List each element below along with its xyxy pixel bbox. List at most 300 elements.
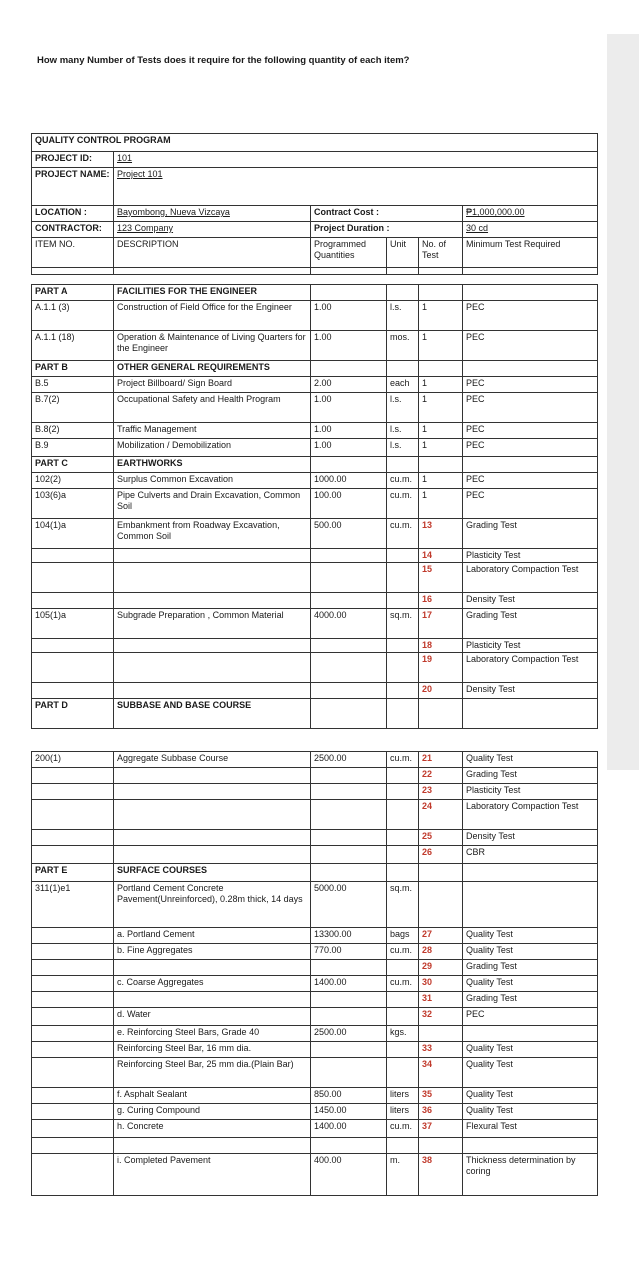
cell-tests: 13 bbox=[419, 519, 463, 549]
cell-qty: 1.00 bbox=[311, 301, 387, 331]
cell-unit bbox=[387, 699, 419, 729]
table-row bbox=[32, 549, 598, 563]
cell-tests: 18 bbox=[419, 639, 463, 653]
cell-desc bbox=[114, 549, 311, 563]
cell-tests: 33 bbox=[419, 1042, 463, 1058]
cell-tests: 37 bbox=[419, 1120, 463, 1138]
contract-cost-label: Contract Cost : bbox=[311, 206, 463, 222]
cell-unit: each bbox=[387, 377, 419, 393]
contractor-value: 123 Company bbox=[114, 222, 311, 238]
col-req-header: Minimum Test Required bbox=[463, 238, 598, 268]
cell-qty bbox=[311, 1138, 387, 1154]
table-row bbox=[32, 928, 598, 944]
cell-qty: 4000.00 bbox=[311, 609, 387, 639]
cell-req: Grading Test bbox=[463, 609, 598, 639]
cell-qty bbox=[311, 639, 387, 653]
items-body-1 bbox=[32, 285, 598, 729]
cell-desc bbox=[114, 593, 311, 609]
items-table-2 bbox=[31, 751, 598, 1196]
table-row bbox=[32, 563, 598, 593]
cell-req: Quality Test bbox=[463, 928, 598, 944]
cell-item bbox=[32, 653, 114, 683]
cell-tests: 1 bbox=[419, 423, 463, 439]
cell-desc: Portland Cement Concrete Pavement(Unreinforced), 0.28m thick, 14 days bbox=[114, 882, 311, 928]
cell-unit: m. bbox=[387, 1154, 419, 1196]
cell-item: B.5 bbox=[32, 377, 114, 393]
cell-tests: 1 bbox=[419, 393, 463, 423]
cell-item: PART B bbox=[32, 361, 114, 377]
cell-desc bbox=[114, 563, 311, 593]
cell-unit: liters bbox=[387, 1104, 419, 1120]
cell-qty: 850.00 bbox=[311, 1088, 387, 1104]
cell-item: 105(1)a bbox=[32, 609, 114, 639]
cell-tests: 1 bbox=[419, 439, 463, 457]
cell-unit bbox=[387, 639, 419, 653]
cell-item bbox=[32, 944, 114, 960]
cell-req: PEC bbox=[463, 331, 598, 361]
cell-req bbox=[463, 285, 598, 301]
part-row bbox=[32, 457, 598, 473]
table-row bbox=[32, 944, 598, 960]
cell-qty bbox=[311, 768, 387, 784]
cell-qty: 500.00 bbox=[311, 519, 387, 549]
cell-req: Quality Test bbox=[463, 976, 598, 992]
duration-value: 30 cd bbox=[463, 222, 598, 238]
cell-item bbox=[32, 976, 114, 992]
cell-qty: 770.00 bbox=[311, 944, 387, 960]
cell-qty bbox=[311, 563, 387, 593]
cell-tests: 29 bbox=[419, 960, 463, 976]
cell-tests: 25 bbox=[419, 830, 463, 846]
cell-req: Grading Test bbox=[463, 960, 598, 976]
cell-qty: 1400.00 bbox=[311, 1120, 387, 1138]
table-row bbox=[32, 393, 598, 423]
cell-unit bbox=[387, 563, 419, 593]
cell-tests bbox=[419, 699, 463, 729]
cell-tests: 16 bbox=[419, 593, 463, 609]
cell-item: PART A bbox=[32, 285, 114, 301]
cell-req bbox=[463, 457, 598, 473]
cell-desc bbox=[114, 1138, 311, 1154]
cell-unit: mos. bbox=[387, 331, 419, 361]
table-row bbox=[32, 1120, 598, 1138]
cell-tests: 28 bbox=[419, 944, 463, 960]
cell-desc: g. Curing Compound bbox=[114, 1104, 311, 1120]
cell-unit bbox=[387, 549, 419, 563]
cell-item bbox=[32, 928, 114, 944]
cell-item: PART D bbox=[32, 699, 114, 729]
cell-req: PEC bbox=[463, 423, 598, 439]
cell-unit bbox=[387, 830, 419, 846]
table-row bbox=[32, 301, 598, 331]
cell-unit bbox=[387, 361, 419, 377]
table-row bbox=[32, 653, 598, 683]
col-item-header: ITEM NO. bbox=[32, 238, 114, 268]
cell-qty bbox=[311, 864, 387, 882]
cell-req: Quality Test bbox=[463, 1088, 598, 1104]
cell-tests bbox=[419, 361, 463, 377]
cell-unit bbox=[387, 846, 419, 864]
col-unit-header: Unit bbox=[387, 238, 419, 268]
cell-item bbox=[32, 1088, 114, 1104]
cell-item: 200(1) bbox=[32, 752, 114, 768]
part-row bbox=[32, 285, 598, 301]
cell-desc: Pipe Culverts and Drain Excavation, Common Soil bbox=[114, 489, 311, 519]
cell-req: Grading Test bbox=[463, 519, 598, 549]
cell-desc: c. Coarse Aggregates bbox=[114, 976, 311, 992]
cell-req: Laboratory Compaction Test bbox=[463, 563, 598, 593]
cell-req: Thickness determination by coring bbox=[463, 1154, 598, 1196]
cell-desc bbox=[114, 784, 311, 800]
cell-desc bbox=[114, 768, 311, 784]
cell-req bbox=[463, 1026, 598, 1042]
table-row bbox=[32, 976, 598, 992]
cell-item bbox=[32, 1058, 114, 1088]
cell-item: B.9 bbox=[32, 439, 114, 457]
cell-tests: 38 bbox=[419, 1154, 463, 1196]
cell-req: Plasticity Test bbox=[463, 549, 598, 563]
cell-req: Quality Test bbox=[463, 752, 598, 768]
project-id-value: 101 bbox=[114, 152, 598, 168]
cell-desc bbox=[114, 653, 311, 683]
cell-unit bbox=[387, 1042, 419, 1058]
cell-unit bbox=[387, 768, 419, 784]
cell-unit bbox=[387, 593, 419, 609]
cell-tests: 26 bbox=[419, 846, 463, 864]
cell-qty: 400.00 bbox=[311, 1154, 387, 1196]
cell-unit: cu.m. bbox=[387, 473, 419, 489]
table-row bbox=[32, 830, 598, 846]
cell-req: PEC bbox=[463, 301, 598, 331]
table-row bbox=[32, 1058, 598, 1088]
cell-unit bbox=[387, 864, 419, 882]
table-row bbox=[32, 882, 598, 928]
cell-unit bbox=[387, 285, 419, 301]
table-row bbox=[32, 519, 598, 549]
cell-req bbox=[463, 864, 598, 882]
cell-item bbox=[32, 549, 114, 563]
cell-item bbox=[32, 683, 114, 699]
cell-item: 102(2) bbox=[32, 473, 114, 489]
cell-item bbox=[32, 593, 114, 609]
cell-unit: cu.m. bbox=[387, 1120, 419, 1138]
cell-req: Quality Test bbox=[463, 1104, 598, 1120]
cell-tests: 14 bbox=[419, 549, 463, 563]
cell-tests: 15 bbox=[419, 563, 463, 593]
cell-desc: Embankment from Roadway Excavation, Common Soil bbox=[114, 519, 311, 549]
cell-desc: EARTHWORKS bbox=[114, 457, 311, 473]
cell-desc: e. Reinforcing Steel Bars, Grade 40 bbox=[114, 1026, 311, 1042]
cell-unit: cu.m. bbox=[387, 976, 419, 992]
cell-item bbox=[32, 960, 114, 976]
cell-desc bbox=[114, 639, 311, 653]
cell-req: Laboratory Compaction Test bbox=[463, 653, 598, 683]
cell-item bbox=[32, 846, 114, 864]
cell-qty bbox=[311, 683, 387, 699]
cell-item bbox=[32, 830, 114, 846]
cell-tests: 32 bbox=[419, 1008, 463, 1026]
cell-desc: Construction of Field Office for the Engineer bbox=[114, 301, 311, 331]
table-row bbox=[32, 784, 598, 800]
col-tests-header: No. of Test bbox=[419, 238, 463, 268]
cell-req bbox=[463, 699, 598, 729]
cell-req bbox=[463, 882, 598, 928]
cell-qty bbox=[311, 285, 387, 301]
cell-unit bbox=[387, 1008, 419, 1026]
cell-qty bbox=[311, 784, 387, 800]
cell-item bbox=[32, 1154, 114, 1196]
cell-desc bbox=[114, 992, 311, 1008]
cell-qty: 13300.00 bbox=[311, 928, 387, 944]
table-row bbox=[32, 1104, 598, 1120]
cell-qty: 1000.00 bbox=[311, 473, 387, 489]
cell-tests: 1 bbox=[419, 473, 463, 489]
cell-tests bbox=[419, 457, 463, 473]
cell-item: A.1.1 (18) bbox=[32, 331, 114, 361]
cell-desc: Reinforcing Steel Bar, 16 mm dia. bbox=[114, 1042, 311, 1058]
part-row bbox=[32, 699, 598, 729]
cell-item bbox=[32, 1104, 114, 1120]
cell-req: Density Test bbox=[463, 683, 598, 699]
cell-unit: cu.m. bbox=[387, 944, 419, 960]
table-row bbox=[32, 1008, 598, 1026]
cell-tests: 17 bbox=[419, 609, 463, 639]
cell-qty bbox=[311, 800, 387, 830]
part-row bbox=[32, 864, 598, 882]
cell-desc: f. Asphalt Sealant bbox=[114, 1088, 311, 1104]
scrollbar[interactable] bbox=[607, 34, 639, 770]
cell-unit bbox=[387, 653, 419, 683]
cell-desc bbox=[114, 830, 311, 846]
cell-tests bbox=[419, 882, 463, 928]
cell-unit bbox=[387, 683, 419, 699]
cell-unit bbox=[387, 800, 419, 830]
items-body-2 bbox=[32, 752, 598, 1196]
cell-desc bbox=[114, 846, 311, 864]
cell-unit: bags bbox=[387, 928, 419, 944]
cell-req: Grading Test bbox=[463, 768, 598, 784]
project-id-label: PROJECT ID: bbox=[32, 152, 114, 168]
cell-req: Laboratory Compaction Test bbox=[463, 800, 598, 830]
cell-item bbox=[32, 1120, 114, 1138]
cell-unit: sq.m. bbox=[387, 609, 419, 639]
cell-item: B.7(2) bbox=[32, 393, 114, 423]
cell-item bbox=[32, 639, 114, 653]
cell-item: 104(1)a bbox=[32, 519, 114, 549]
cell-tests bbox=[419, 285, 463, 301]
cell-unit: cu.m. bbox=[387, 519, 419, 549]
cell-qty bbox=[311, 361, 387, 377]
cell-unit bbox=[387, 457, 419, 473]
cell-desc: Traffic Management bbox=[114, 423, 311, 439]
cell-unit bbox=[387, 1138, 419, 1154]
location-value: Bayombong, Nueva Vizcaya bbox=[114, 206, 311, 222]
table-row bbox=[32, 1154, 598, 1196]
cell-item bbox=[32, 768, 114, 784]
cell-unit: l.s. bbox=[387, 423, 419, 439]
cell-tests: 20 bbox=[419, 683, 463, 699]
cell-desc: Subgrade Preparation , Common Material bbox=[114, 609, 311, 639]
cell-qty bbox=[311, 1042, 387, 1058]
cell-req: CBR bbox=[463, 846, 598, 864]
cell-unit: kgs. bbox=[387, 1026, 419, 1042]
cell-desc: Aggregate Subbase Course bbox=[114, 752, 311, 768]
table-row bbox=[32, 1026, 598, 1042]
cell-tests: 36 bbox=[419, 1104, 463, 1120]
table-row bbox=[32, 992, 598, 1008]
cell-req: Density Test bbox=[463, 830, 598, 846]
cell-desc: b. Fine Aggregates bbox=[114, 944, 311, 960]
table-row bbox=[32, 331, 598, 361]
cell-desc: d. Water bbox=[114, 1008, 311, 1026]
cell-item: 103(6)a bbox=[32, 489, 114, 519]
cell-unit bbox=[387, 1058, 419, 1088]
cell-desc: Reinforcing Steel Bar, 25 mm dia.(Plain Bar) bbox=[114, 1058, 311, 1088]
cell-desc bbox=[114, 960, 311, 976]
table-row bbox=[32, 377, 598, 393]
cell-desc: Occupational Safety and Health Program bbox=[114, 393, 311, 423]
cell-tests: 34 bbox=[419, 1058, 463, 1088]
cell-item bbox=[32, 1026, 114, 1042]
cell-tests: 19 bbox=[419, 653, 463, 683]
cell-qty: 2500.00 bbox=[311, 1026, 387, 1042]
cell-unit: cu.m. bbox=[387, 752, 419, 768]
cell-unit: sq.m. bbox=[387, 882, 419, 928]
cell-item bbox=[32, 800, 114, 830]
question-text: How many Number of Tests does it require for the following quantity of each item? bbox=[37, 55, 410, 66]
cell-item: B.8(2) bbox=[32, 423, 114, 439]
cell-item: A.1.1 (3) bbox=[32, 301, 114, 331]
cell-unit bbox=[387, 784, 419, 800]
table-row bbox=[32, 683, 598, 699]
cell-unit: l.s. bbox=[387, 439, 419, 457]
table-row bbox=[32, 800, 598, 830]
cell-tests bbox=[419, 864, 463, 882]
cell-req bbox=[463, 1138, 598, 1154]
table-row bbox=[32, 1088, 598, 1104]
table-row bbox=[32, 489, 598, 519]
location-label: LOCATION : bbox=[32, 206, 114, 222]
cell-qty bbox=[311, 593, 387, 609]
cell-qty: 1.00 bbox=[311, 423, 387, 439]
part-row bbox=[32, 361, 598, 377]
cell-desc: h. Concrete bbox=[114, 1120, 311, 1138]
cell-desc: SUBBASE AND BASE COURSE bbox=[114, 699, 311, 729]
cell-desc: Mobilization / Demobilization bbox=[114, 439, 311, 457]
cell-desc: Surplus Common Excavation bbox=[114, 473, 311, 489]
cell-desc bbox=[114, 800, 311, 830]
cell-tests: 1 bbox=[419, 377, 463, 393]
cell-item bbox=[32, 784, 114, 800]
cell-tests: 1 bbox=[419, 331, 463, 361]
project-name-value: Project 101 bbox=[114, 168, 598, 206]
cell-qty: 5000.00 bbox=[311, 882, 387, 928]
table-row bbox=[32, 768, 598, 784]
cell-desc: a. Portland Cement bbox=[114, 928, 311, 944]
project-name-label: PROJECT NAME: bbox=[32, 168, 114, 206]
table-row bbox=[32, 1042, 598, 1058]
cell-tests: 1 bbox=[419, 301, 463, 331]
cell-req: Quality Test bbox=[463, 944, 598, 960]
cell-tests: 23 bbox=[419, 784, 463, 800]
cell-item bbox=[32, 1042, 114, 1058]
cell-unit bbox=[387, 992, 419, 1008]
cell-item: PART C bbox=[32, 457, 114, 473]
cell-tests: 31 bbox=[419, 992, 463, 1008]
contractor-label: CONTRACTOR: bbox=[32, 222, 114, 238]
table-row bbox=[32, 752, 598, 768]
cell-item: 311(1)e1 bbox=[32, 882, 114, 928]
cell-item bbox=[32, 1008, 114, 1026]
cell-qty bbox=[311, 653, 387, 683]
items-table-1 bbox=[31, 284, 598, 729]
cell-tests: 30 bbox=[419, 976, 463, 992]
cell-tests bbox=[419, 1026, 463, 1042]
cell-req: PEC bbox=[463, 473, 598, 489]
cell-req: Grading Test bbox=[463, 992, 598, 1008]
cell-req: PEC bbox=[463, 393, 598, 423]
header-table bbox=[31, 133, 598, 275]
cell-tests: 35 bbox=[419, 1088, 463, 1104]
cell-qty: 1.00 bbox=[311, 331, 387, 361]
col-desc-header: DESCRIPTION bbox=[114, 238, 311, 268]
cell-req: PEC bbox=[463, 377, 598, 393]
table-row bbox=[32, 439, 598, 457]
cell-desc: SURFACE COURSES bbox=[114, 864, 311, 882]
cell-tests: 24 bbox=[419, 800, 463, 830]
cell-req: Flexural Test bbox=[463, 1120, 598, 1138]
cell-unit bbox=[387, 960, 419, 976]
table-row bbox=[32, 473, 598, 489]
cell-desc: Operation & Maintenance of Living Quarters for the Engineer bbox=[114, 331, 311, 361]
cell-item bbox=[32, 992, 114, 1008]
cell-tests: 27 bbox=[419, 928, 463, 944]
cell-req bbox=[463, 361, 598, 377]
cell-req: PEC bbox=[463, 439, 598, 457]
cell-qty: 2.00 bbox=[311, 377, 387, 393]
cell-qty bbox=[311, 960, 387, 976]
cell-item bbox=[32, 1138, 114, 1154]
cell-qty bbox=[311, 1058, 387, 1088]
cell-item bbox=[32, 563, 114, 593]
contract-cost-value: ₱1,000,000.00 bbox=[463, 206, 598, 222]
cell-qty bbox=[311, 992, 387, 1008]
cell-desc: Project Billboard/ Sign Board bbox=[114, 377, 311, 393]
cell-req: Quality Test bbox=[463, 1042, 598, 1058]
cell-qty bbox=[311, 699, 387, 729]
cell-qty bbox=[311, 830, 387, 846]
table-row bbox=[32, 960, 598, 976]
cell-qty: 1450.00 bbox=[311, 1104, 387, 1120]
duration-label: Project Duration : bbox=[311, 222, 463, 238]
cell-tests: 21 bbox=[419, 752, 463, 768]
cell-req: Plasticity Test bbox=[463, 639, 598, 653]
cell-qty: 2500.00 bbox=[311, 752, 387, 768]
cell-unit: l.s. bbox=[387, 393, 419, 423]
table-row bbox=[32, 593, 598, 609]
table-row bbox=[32, 846, 598, 864]
cell-tests: 22 bbox=[419, 768, 463, 784]
cell-desc: OTHER GENERAL REQUIREMENTS bbox=[114, 361, 311, 377]
table-row bbox=[32, 639, 598, 653]
cell-qty bbox=[311, 457, 387, 473]
cell-qty: 100.00 bbox=[311, 489, 387, 519]
program-title: QUALITY CONTROL PROGRAM bbox=[32, 134, 598, 152]
cell-item: PART E bbox=[32, 864, 114, 882]
cell-qty bbox=[311, 549, 387, 563]
cell-req: Plasticity Test bbox=[463, 784, 598, 800]
cell-req: Quality Test bbox=[463, 1058, 598, 1088]
